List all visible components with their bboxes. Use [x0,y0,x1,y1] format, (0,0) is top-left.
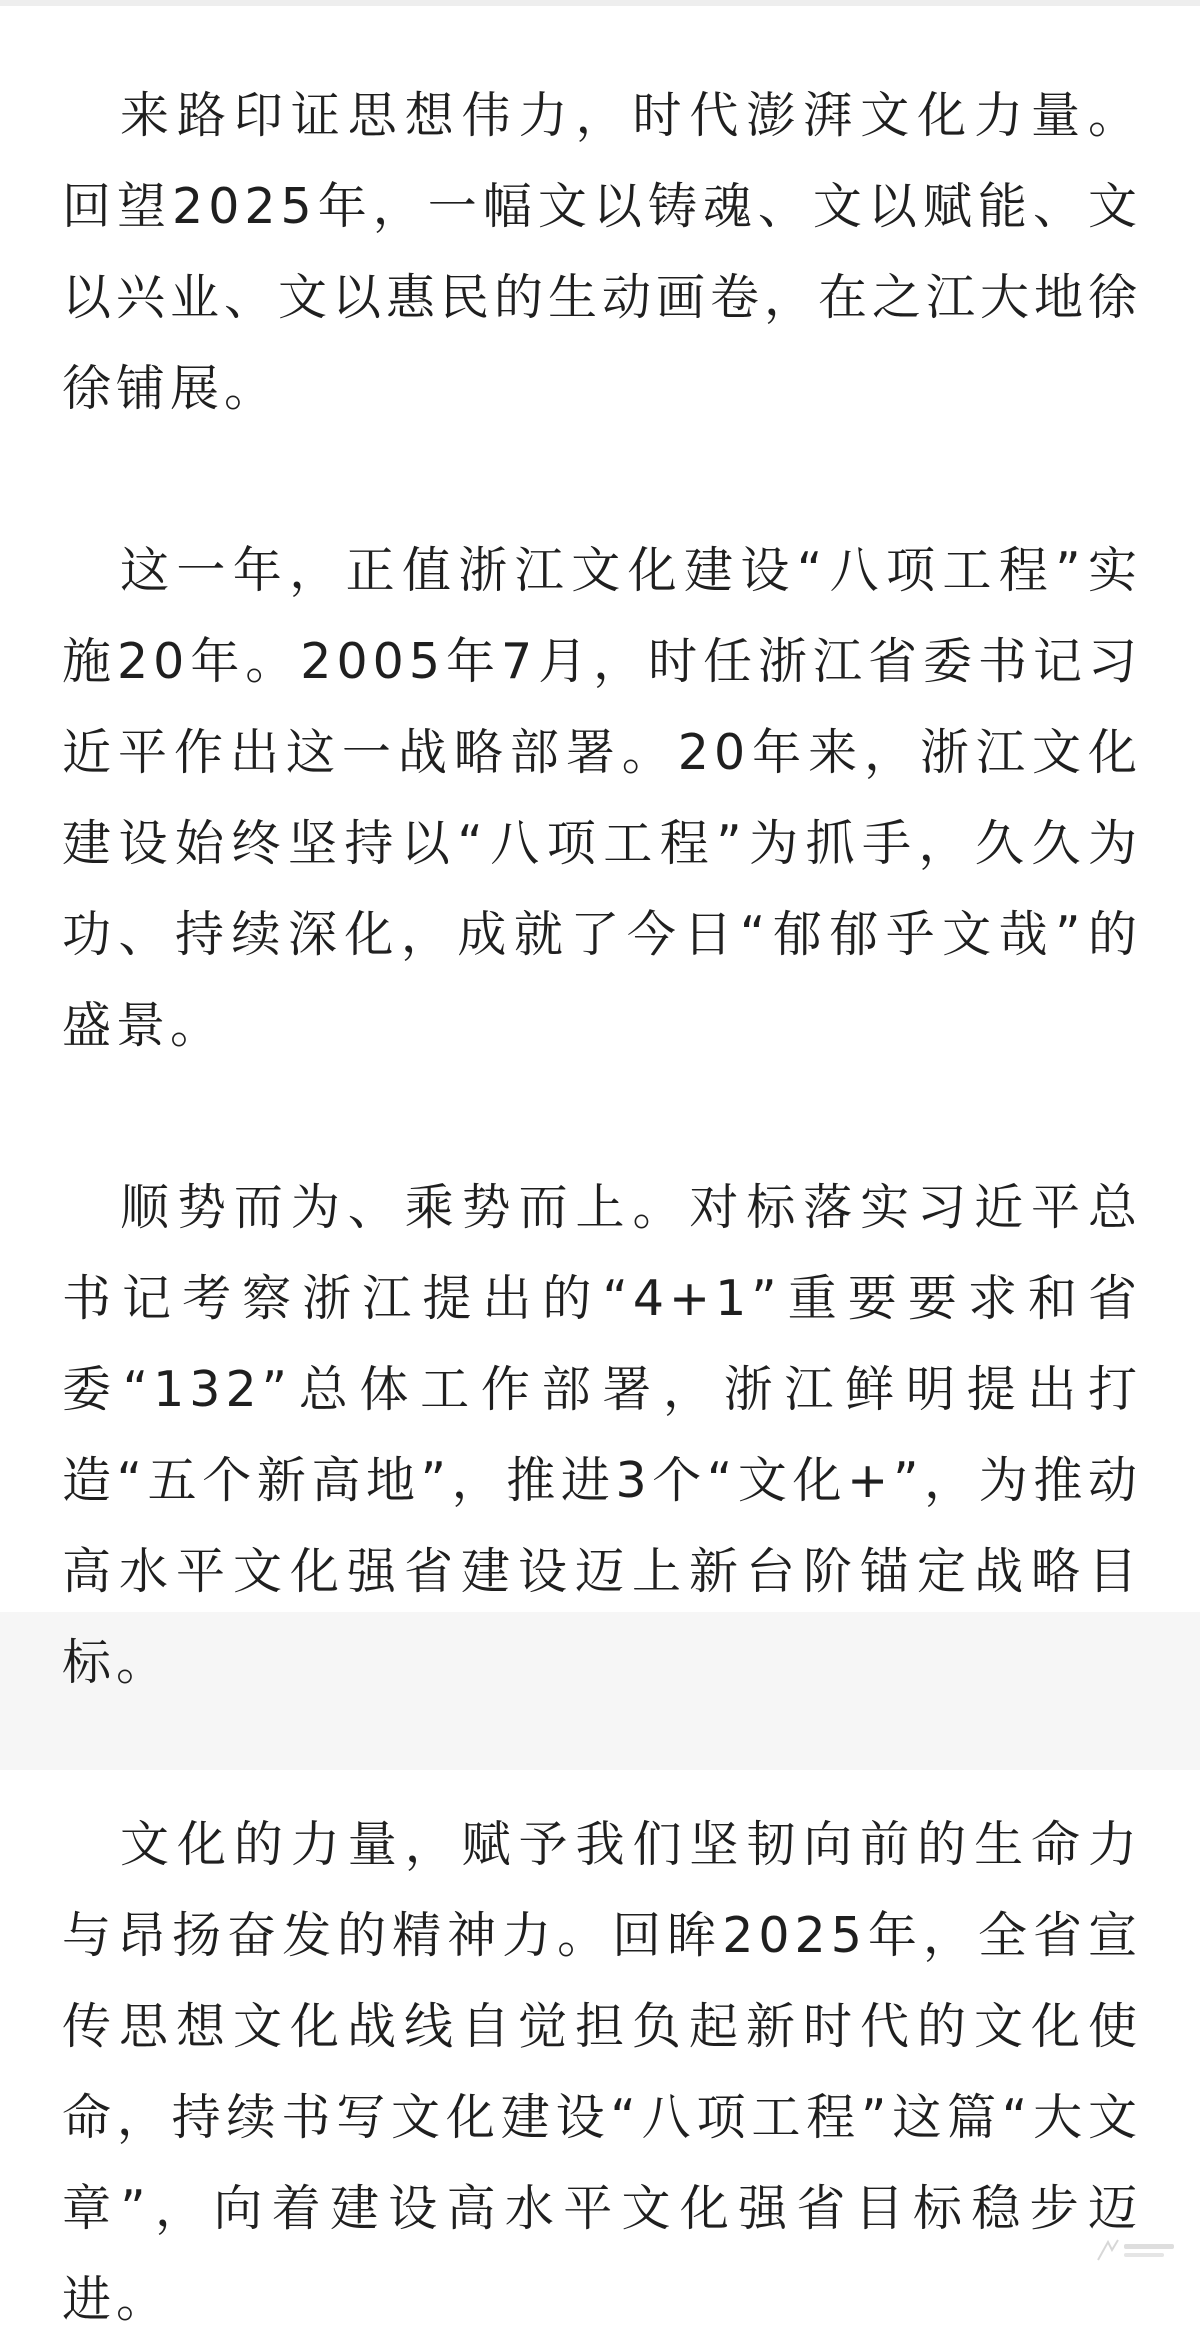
paragraph-1: 来路印证思想伟力，时代澎湃文化力量。回望2025年，一幅文以铸魂、文以赋能、文以兴业、文以惠民的生动画卷，在之江大地徐徐铺展。 [62,87,1143,417]
article-body [62,70,1142,2345]
paragraph-2: 这一年，正值浙江文化建设“八项工程”实施20年。2005年7月，时任浙江省委书记习近平作出这一战略部署。20年来，浙江文化建设始终坚持以“八项工程”为抓手，久久为功、持续深化，成就了今日“郁郁乎文哉”的盛景。 [62,542,1142,1054]
top-divider [0,0,1200,6]
watermark-logo-icon [1094,2236,1178,2266]
paragraph-3: 顺势而为、乘势而上。对标落实习近平总书记考察浙江提出的“4+1”重要要求和省委“132”总体工作部署，浙江鲜明提出打造“五个新高地”，推进3个“文化+”，为推动高水平文化强省建设迈上新台阶锚定战略目标。 [62,1179,1142,1691]
paragraph-4: 文化的力量，赋予我们坚韧向前的生命力与昂扬奋发的精神力。回眸2025年，全省宣传思想文化战线自觉担负起新时代的文化使命，持续书写文化建设“八项工程”这篇“大文章”，向着建设高水平文化强省目标稳步迈进。 [62,1816,1143,2328]
